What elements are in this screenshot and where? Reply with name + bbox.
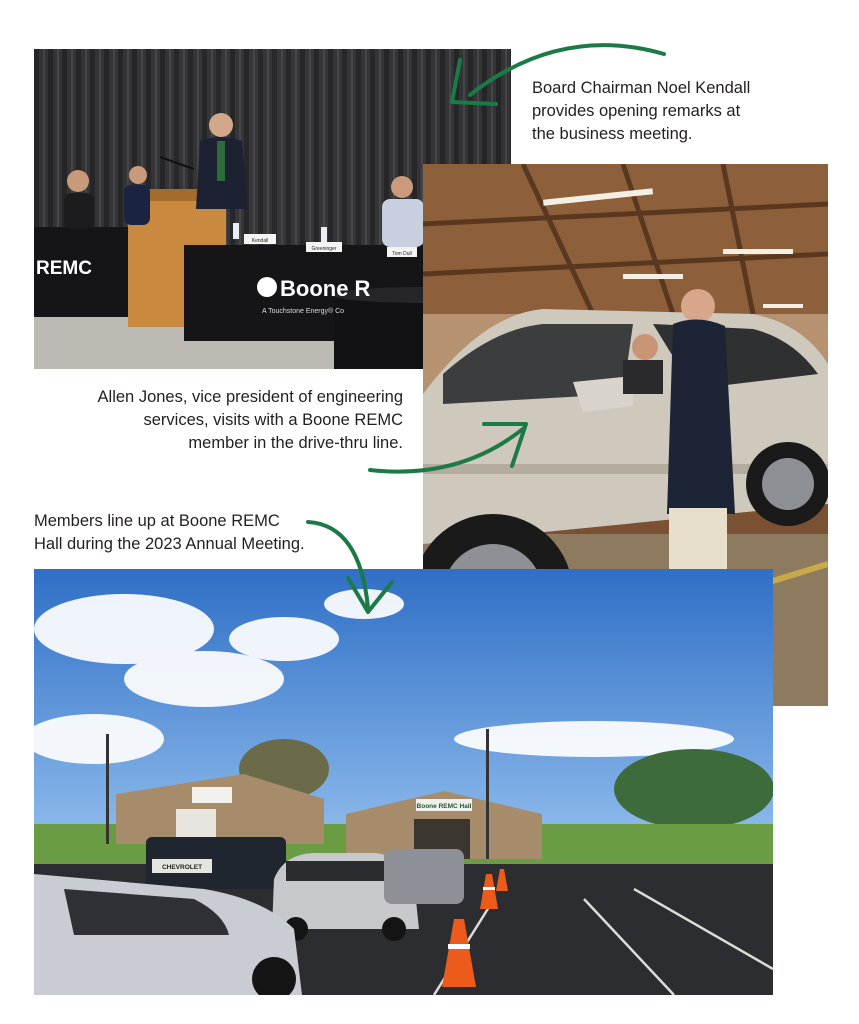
allen-caption-line-1: Allen Jones, vice president of engineering bbox=[97, 388, 403, 406]
hall-sign-text: Boone REMC Hall bbox=[416, 803, 472, 810]
chairman-caption-line-3: the business meeting. bbox=[532, 125, 693, 143]
nameplate-1: Kendall bbox=[251, 238, 269, 244]
chairman-caption-line-1: Board Chairman Noel Kendall bbox=[532, 79, 751, 97]
banner-tagline: A Touchstone Energy® Co bbox=[262, 308, 345, 315]
banner-left-text: REMC bbox=[36, 258, 92, 279]
allen-caption-line-2: services, visits with a Boone REMC bbox=[143, 411, 403, 429]
banner-brand-text: Boone R bbox=[280, 276, 371, 301]
truck-text: CHEVROLET bbox=[161, 864, 203, 871]
nameplate-2: Greeninger bbox=[311, 246, 337, 252]
members-caption-line-2: Hall during the 2023 Annual Meeting. bbox=[34, 535, 305, 553]
members-caption-line-1: Members line up at Boone REMC bbox=[34, 512, 280, 530]
chairman-caption-line-2: provides opening remarks at bbox=[532, 102, 741, 120]
allen-caption-line-3: member in the drive-thru line. bbox=[188, 434, 403, 452]
nameplate-3: Tom Dull bbox=[392, 251, 412, 257]
